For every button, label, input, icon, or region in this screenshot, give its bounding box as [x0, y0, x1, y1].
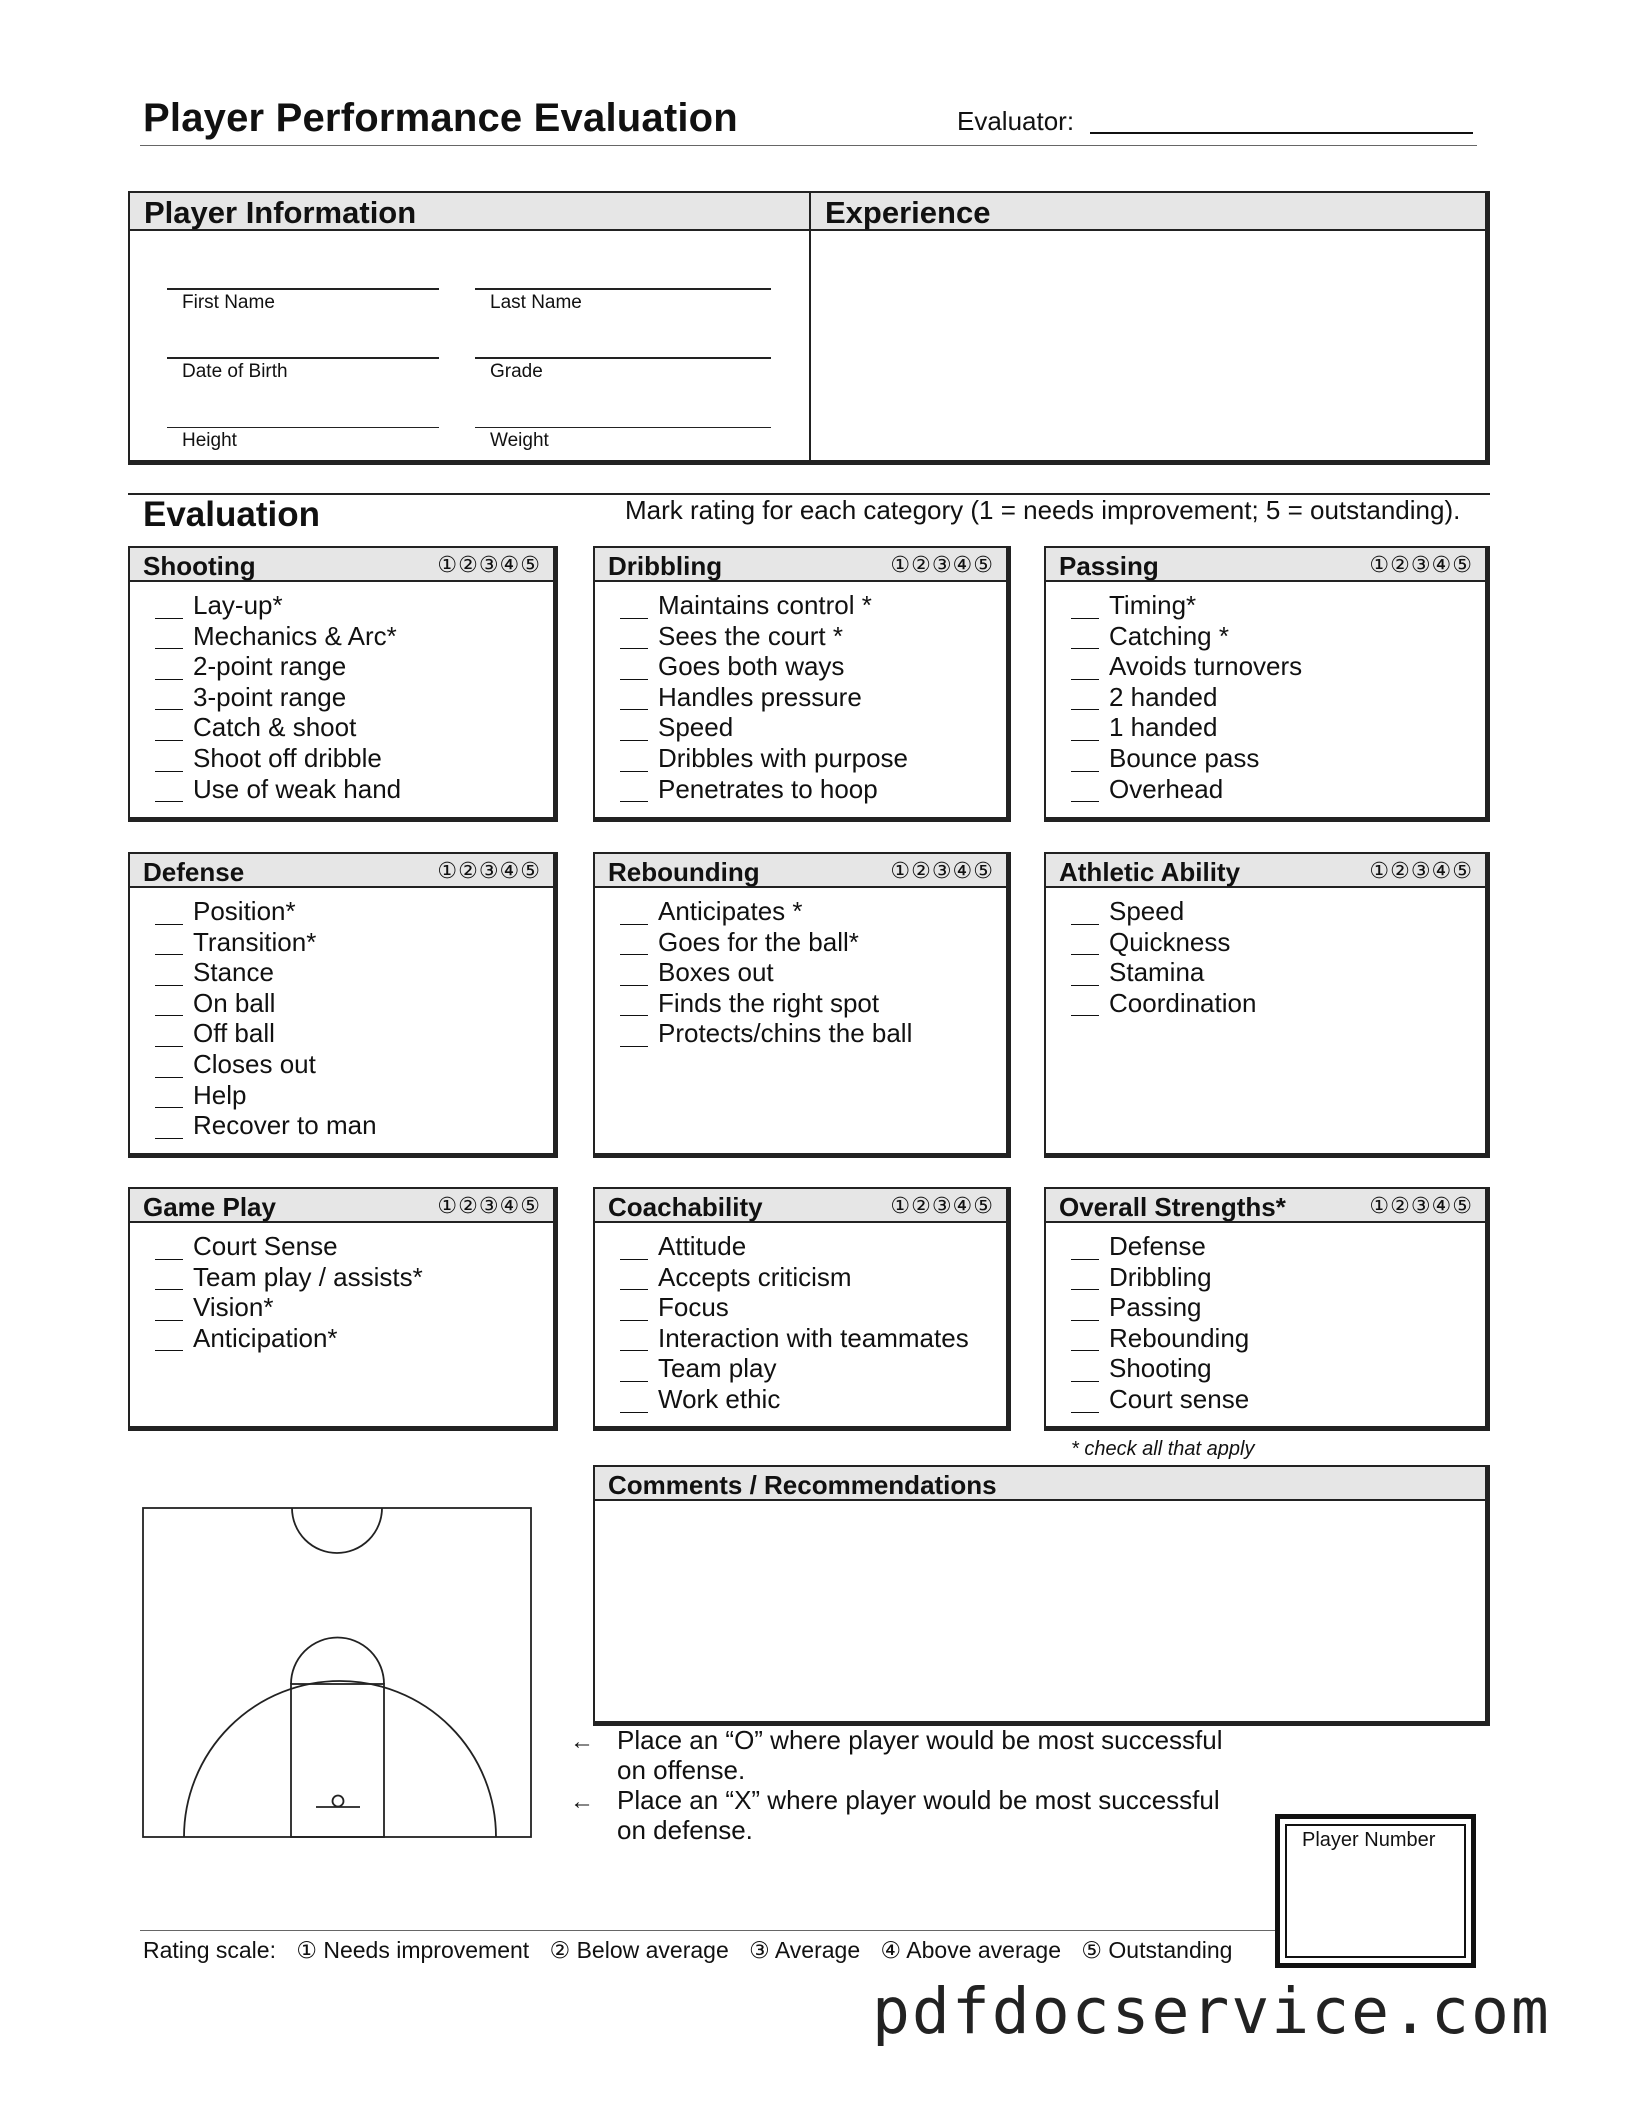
- category-title: Shooting: [143, 551, 256, 581]
- item-check-blank[interactable]: [620, 1328, 648, 1351]
- item-check-blank[interactable]: [155, 749, 183, 772]
- evaluation-instructions: Mark rating for each category (1 = needs improvement; 5 = outstanding).: [625, 495, 1461, 525]
- category-item: [155, 1262, 423, 1293]
- category-item: [620, 988, 912, 1019]
- rating-circles[interactable]: ①②③④⑤: [890, 1193, 994, 1218]
- category-item: [155, 927, 377, 958]
- center-circle-arc: [292, 1508, 382, 1553]
- category-heading: [130, 1189, 553, 1223]
- item-check-blank[interactable]: [620, 932, 648, 955]
- item-check-blank[interactable]: [155, 1237, 183, 1260]
- hoop: [333, 1796, 344, 1807]
- item-check-blank[interactable]: [155, 963, 183, 986]
- item-check-blank[interactable]: [155, 932, 183, 955]
- item-label: Stamina: [1109, 957, 1205, 988]
- item-label: Finds the right spot: [658, 987, 880, 1018]
- rating-circles[interactable]: ①②③④⑤: [437, 552, 541, 577]
- item-check-blank[interactable]: [620, 1390, 648, 1413]
- item-check-blank[interactable]: [620, 626, 648, 649]
- category-item: [1071, 743, 1302, 774]
- category-item: [1071, 774, 1302, 805]
- first-name-label: First Name: [182, 292, 275, 313]
- category-items: [620, 590, 908, 804]
- item-check-blank[interactable]: [620, 687, 648, 710]
- category-item: [620, 1262, 969, 1293]
- category-heading: [1046, 1189, 1485, 1223]
- item-label: Handles pressure: [658, 681, 862, 712]
- category-item: [155, 1110, 377, 1141]
- category-item: [155, 743, 401, 774]
- item-label: Attitude: [658, 1231, 747, 1261]
- category-defense: [128, 852, 558, 1158]
- category-item: [620, 621, 908, 652]
- rating-circles[interactable]: ①②③④⑤: [1369, 552, 1473, 577]
- experience-heading: Experience: [811, 193, 1485, 231]
- item-label: Bounce pass: [1109, 742, 1260, 773]
- item-check-blank[interactable]: [1071, 596, 1099, 619]
- item-check-blank[interactable]: [620, 596, 648, 619]
- item-label: Passing: [1109, 1292, 1202, 1323]
- item-check-blank[interactable]: [620, 1024, 648, 1047]
- category-item: [155, 1323, 423, 1354]
- height-label: Height: [182, 430, 237, 451]
- category-heading: [595, 854, 1006, 888]
- rating-scale: [143, 1937, 1246, 1964]
- category-overall-strengths: [1044, 1187, 1490, 1431]
- category-item: [620, 896, 912, 927]
- defense-arrow-icon: ←: [570, 1788, 594, 1815]
- item-check-blank[interactable]: [620, 1298, 648, 1321]
- item-label: Overhead: [1109, 773, 1224, 804]
- category-game-play: [128, 1187, 558, 1431]
- item-check-blank[interactable]: [155, 1267, 183, 1290]
- item-label: Interaction with teammates: [658, 1322, 969, 1353]
- category-item: [620, 927, 912, 958]
- item-label: Team play: [658, 1353, 777, 1384]
- item-label: Dribbling: [1109, 1261, 1212, 1292]
- category-items: [1071, 590, 1302, 804]
- item-label: Transition*: [193, 926, 317, 957]
- item-label: Work ethic: [658, 1383, 781, 1414]
- item-label: Recover to man: [193, 1110, 377, 1141]
- item-check-blank[interactable]: [155, 718, 183, 741]
- three-point-arc: [184, 1681, 496, 1837]
- rating-circles[interactable]: ①②③④⑤: [437, 858, 541, 883]
- item-check-blank[interactable]: [155, 1055, 183, 1078]
- item-check-blank[interactable]: [1071, 1267, 1099, 1290]
- item-check-blank[interactable]: [1071, 963, 1099, 986]
- item-label: Team play / assists*: [193, 1261, 423, 1292]
- category-title: Athletic Ability: [1059, 857, 1241, 887]
- item-check-blank[interactable]: [155, 1116, 183, 1139]
- item-check-blank[interactable]: [620, 1237, 648, 1260]
- item-check-blank[interactable]: [1071, 1237, 1099, 1260]
- watermark: pdfdocservice.com: [872, 1975, 1551, 2048]
- item-check-blank[interactable]: [1071, 749, 1099, 772]
- category-rebounding: [593, 852, 1011, 1158]
- category-item: [620, 1353, 969, 1384]
- category-title: Overall Strengths*: [1059, 1192, 1286, 1222]
- check-all-note: * check all that apply: [1071, 1438, 1255, 1460]
- rating-level-3: ③ Average: [749, 1937, 861, 1963]
- item-check-blank[interactable]: [155, 1298, 183, 1321]
- item-check-blank[interactable]: [620, 963, 648, 986]
- comments-heading: Comments / Recommendations: [595, 1467, 1485, 1501]
- item-check-blank[interactable]: [155, 1085, 183, 1108]
- defense-instruction-line1: Place an “X” where player would be most successful: [617, 1785, 1220, 1815]
- item-check-blank[interactable]: [620, 657, 648, 680]
- item-label: Focus: [658, 1292, 729, 1323]
- title-divider: [140, 145, 1477, 146]
- item-check-blank[interactable]: [155, 1328, 183, 1351]
- category-heading: [595, 1189, 1006, 1223]
- player-information-section: [128, 191, 811, 465]
- offense-instruction-line2: on offense.: [617, 1755, 746, 1785]
- item-check-blank[interactable]: [155, 902, 183, 925]
- item-label: On ball: [193, 987, 276, 1018]
- category-title: Passing: [1059, 551, 1159, 581]
- category-item: [1071, 957, 1256, 988]
- item-check-blank[interactable]: [620, 993, 648, 1016]
- category-item: [155, 1231, 423, 1262]
- item-check-blank[interactable]: [1071, 626, 1099, 649]
- item-label: Court Sense: [193, 1231, 338, 1261]
- category-item: [155, 774, 401, 805]
- item-check-blank[interactable]: [1071, 1390, 1099, 1413]
- category-items: [155, 1231, 423, 1353]
- item-check-blank[interactable]: [155, 657, 183, 680]
- category-item: [155, 1292, 423, 1323]
- category-items: [155, 590, 401, 804]
- item-label: 2-point range: [193, 651, 347, 682]
- category-item: [1071, 1353, 1249, 1384]
- item-label: Penetrates to hoop: [658, 773, 878, 804]
- category-title: Dribbling: [608, 551, 723, 581]
- page-title: Player Performance Evaluation: [143, 96, 738, 140]
- category-item: [155, 712, 401, 743]
- item-label: Speed: [1109, 896, 1185, 926]
- category-item: [1071, 712, 1302, 743]
- item-check-blank[interactable]: [155, 596, 183, 619]
- item-label: Lay-up*: [193, 590, 283, 620]
- offense-instruction-line1: Place an “O” where player would be most successful: [617, 1725, 1223, 1755]
- weight-label: Weight: [490, 430, 549, 451]
- category-heading: [130, 854, 553, 888]
- category-item: [620, 774, 908, 805]
- item-label: Boxes out: [658, 957, 774, 988]
- free-throw-circle: [291, 1638, 384, 1684]
- item-check-blank[interactable]: [1071, 932, 1099, 955]
- category-item: [1071, 1384, 1249, 1415]
- item-label: Dribbles with purpose: [658, 742, 909, 773]
- item-label: Speed: [658, 712, 734, 743]
- item-label: Goes both ways: [658, 651, 845, 682]
- item-label: Protects/chins the ball: [658, 1018, 913, 1049]
- item-label: Mechanics & Arc*: [193, 620, 397, 651]
- category-item: [1071, 896, 1256, 927]
- grade-label: Grade: [490, 361, 543, 382]
- item-label: 3-point range: [193, 681, 347, 712]
- item-check-blank[interactable]: [1071, 1328, 1099, 1351]
- category-title: Defense: [143, 857, 245, 887]
- first-name-field[interactable]: [167, 288, 439, 290]
- category-item: [620, 957, 912, 988]
- item-check-blank[interactable]: [1071, 902, 1099, 925]
- offense-instruction: [617, 1725, 1223, 1785]
- category-title: Coachability: [608, 1192, 763, 1222]
- category-item: [620, 1292, 969, 1323]
- category-title: Rebounding: [608, 857, 760, 887]
- rating-level-2: ② Below average: [549, 1937, 729, 1963]
- comments-section[interactable]: [593, 1465, 1490, 1726]
- category-item: [1071, 1292, 1249, 1323]
- category-items: [1071, 896, 1256, 1018]
- evaluator-field[interactable]: [1090, 132, 1473, 134]
- category-item: [1071, 682, 1302, 713]
- last-name-field[interactable]: [475, 288, 771, 290]
- half-court-diagram[interactable]: [142, 1507, 534, 1839]
- category-item: [620, 590, 908, 621]
- rating-circles[interactable]: ①②③④⑤: [437, 1193, 541, 1218]
- date-of-birth-field[interactable]: [167, 357, 439, 359]
- category-item: [1071, 651, 1302, 682]
- category-dribbling: [593, 546, 1011, 822]
- item-label: Anticipation*: [193, 1322, 338, 1353]
- category-heading: [130, 548, 553, 582]
- category-item: [155, 590, 401, 621]
- category-item: [620, 1231, 969, 1262]
- item-label: Defense: [1109, 1231, 1206, 1261]
- item-check-blank[interactable]: [620, 902, 648, 925]
- rating-circles[interactable]: ①②③④⑤: [1369, 1193, 1473, 1218]
- item-check-blank[interactable]: [1071, 1298, 1099, 1321]
- offense-arrow-icon: ←: [570, 1728, 594, 1755]
- item-check-blank[interactable]: [620, 1267, 648, 1290]
- item-check-blank[interactable]: [1071, 1359, 1099, 1382]
- rating-circles[interactable]: ①②③④⑤: [1369, 858, 1473, 883]
- defense-instruction-line2: on defense.: [617, 1815, 753, 1845]
- experience-section[interactable]: [809, 191, 1490, 465]
- category-item: [155, 896, 377, 927]
- category-passing: [1044, 546, 1490, 822]
- rating-scale-label: Rating scale:: [143, 1937, 276, 1963]
- category-item: [620, 743, 908, 774]
- item-label: Timing*: [1109, 590, 1197, 620]
- item-check-blank[interactable]: [1071, 779, 1099, 802]
- defense-instruction: [617, 1785, 1220, 1845]
- item-label: Stance: [193, 957, 274, 988]
- item-label: Catching *: [1109, 620, 1229, 651]
- category-item: [1071, 1231, 1249, 1262]
- rating-level-4: ④ Above average: [880, 1937, 1061, 1963]
- item-label: Help: [193, 1079, 247, 1110]
- last-name-label: Last Name: [490, 292, 582, 313]
- rating-level-1: ① Needs improvement: [296, 1937, 530, 1963]
- category-item: [155, 1049, 377, 1080]
- date-of-birth-label: Date of Birth: [182, 361, 288, 382]
- evaluation-heading: Evaluation: [143, 495, 320, 534]
- category-coachability: [593, 1187, 1011, 1431]
- grade-field[interactable]: [475, 357, 771, 359]
- rating-circles[interactable]: ①②③④⑤: [890, 552, 994, 577]
- item-check-blank[interactable]: [155, 779, 183, 802]
- item-check-blank[interactable]: [1071, 993, 1099, 1016]
- item-check-blank[interactable]: [620, 749, 648, 772]
- item-check-blank[interactable]: [620, 718, 648, 741]
- category-item: [155, 682, 401, 713]
- category-items: [1071, 1231, 1249, 1415]
- rating-level-5: ⑤ Outstanding: [1081, 1937, 1233, 1963]
- category-items: [620, 1231, 969, 1415]
- item-label: Shooting: [1109, 1353, 1212, 1384]
- category-item: [155, 957, 377, 988]
- category-heading: [1046, 854, 1485, 888]
- category-item: [1071, 621, 1302, 652]
- item-label: Position*: [193, 896, 296, 926]
- item-label: Accepts criticism: [658, 1261, 852, 1292]
- category-item: [155, 1080, 377, 1111]
- category-athletic-ability: [1044, 852, 1490, 1158]
- item-label: 2 handed: [1109, 681, 1218, 712]
- free-throw-lane: [291, 1684, 384, 1837]
- item-label: Sees the court *: [658, 620, 843, 651]
- item-check-blank[interactable]: [1071, 657, 1099, 680]
- item-label: Rebounding: [1109, 1322, 1250, 1353]
- item-check-blank[interactable]: [155, 687, 183, 710]
- item-label: Closes out: [193, 1048, 316, 1079]
- item-check-blank[interactable]: [620, 779, 648, 802]
- item-check-blank[interactable]: [155, 1024, 183, 1047]
- item-label: Avoids turnovers: [1109, 651, 1303, 682]
- category-item: [620, 1323, 969, 1354]
- player-number-label: Player Number: [1302, 1829, 1436, 1851]
- category-heading: [1046, 548, 1485, 582]
- category-item: [620, 712, 908, 743]
- category-heading: [595, 548, 1006, 582]
- item-label: Shoot off dribble: [193, 742, 382, 773]
- weight-field[interactable]: [475, 427, 771, 428]
- rating-scale-divider: [140, 1930, 1275, 1931]
- category-items: [155, 896, 377, 1141]
- category-item: [155, 1018, 377, 1049]
- item-label: Coordination: [1109, 987, 1257, 1018]
- category-item: [1071, 988, 1256, 1019]
- category-item: [1071, 1262, 1249, 1293]
- item-label: Quickness: [1109, 926, 1231, 957]
- category-item: [1071, 927, 1256, 958]
- rating-circles[interactable]: ①②③④⑤: [890, 858, 994, 883]
- item-label: 1 handed: [1109, 712, 1218, 743]
- category-item: [1071, 590, 1302, 621]
- item-label: Court sense: [1109, 1383, 1250, 1414]
- category-item: [620, 651, 908, 682]
- item-label: Anticipates *: [658, 896, 803, 926]
- item-label: Catch & shoot: [193, 712, 357, 743]
- court-boundary: [143, 1508, 531, 1837]
- category-item: [155, 988, 377, 1019]
- item-label: Vision*: [193, 1292, 274, 1323]
- item-check-blank[interactable]: [620, 1359, 648, 1382]
- item-check-blank[interactable]: [1071, 718, 1099, 741]
- item-check-blank[interactable]: [155, 626, 183, 649]
- item-label: Maintains control *: [658, 590, 872, 620]
- item-label: Use of weak hand: [193, 773, 402, 804]
- category-item: [155, 621, 401, 652]
- player-number-box[interactable]: [1275, 1814, 1476, 1968]
- category-item: [155, 651, 401, 682]
- category-item: [620, 1018, 912, 1049]
- item-check-blank[interactable]: [1071, 687, 1099, 710]
- category-shooting: [128, 546, 558, 822]
- item-check-blank[interactable]: [155, 993, 183, 1016]
- evaluator-label: Evaluator:: [957, 106, 1075, 136]
- category-item: [620, 682, 908, 713]
- player-information-heading: Player Information: [130, 193, 809, 231]
- category-item: [620, 1384, 969, 1415]
- category-item: [1071, 1323, 1249, 1354]
- height-field[interactable]: [167, 427, 439, 428]
- item-label: Goes for the ball*: [658, 926, 859, 957]
- category-items: [620, 896, 912, 1049]
- category-title: Game Play: [143, 1192, 276, 1222]
- item-label: Off ball: [193, 1018, 275, 1049]
